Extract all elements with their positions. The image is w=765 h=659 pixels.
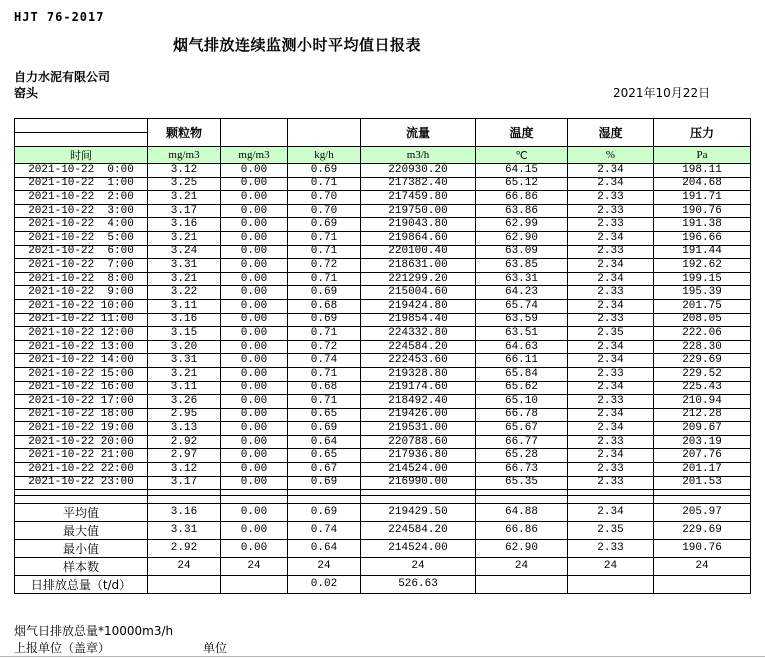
value-cell: 225.43 <box>654 381 751 395</box>
value-cell: 207.76 <box>654 449 751 463</box>
value-cell: 0.68 <box>288 299 361 313</box>
value-cell: 0.69 <box>288 286 361 300</box>
table-row <box>15 177 751 191</box>
value-cell: 199.15 <box>654 272 751 286</box>
value-cell: 63.59 <box>476 313 568 327</box>
table-row <box>15 259 751 273</box>
summary-value-cell: 24 <box>148 558 221 576</box>
page-title: 烟气排放连续监测小时平均值日报表 <box>173 36 422 54</box>
table-row <box>15 286 751 300</box>
value-cell: 65.62 <box>476 381 568 395</box>
value-cell: 0.00 <box>221 299 288 313</box>
value-cell: 0.00 <box>221 408 288 422</box>
value-cell: 0.69 <box>288 164 361 178</box>
value-cell: 195.39 <box>654 286 751 300</box>
value-cell: 2.33 <box>568 367 654 381</box>
time-cell: 2021-10-22 4:00 <box>15 218 148 232</box>
spacer-row <box>15 496 751 504</box>
summary-label: 平均值 <box>15 504 148 522</box>
value-cell: 0.72 <box>288 340 361 354</box>
value-cell: 65.35 <box>476 476 568 490</box>
summary-value-cell: 2.34 <box>568 504 654 522</box>
value-cell: 220930.20 <box>361 164 476 178</box>
column-header-blank-2 <box>288 119 361 147</box>
value-cell: 0.00 <box>221 245 288 259</box>
value-cell: 215004.60 <box>361 286 476 300</box>
value-cell: 219750.00 <box>361 204 476 218</box>
value-cell: 3.16 <box>148 313 221 327</box>
value-cell: 3.20 <box>148 340 221 354</box>
summary-value-cell: 24 <box>476 558 568 576</box>
value-cell: 0.71 <box>288 272 361 286</box>
table-row <box>15 395 751 409</box>
table-row <box>15 340 751 354</box>
summary-value-cell: 229.69 <box>654 522 751 540</box>
table-row <box>15 422 751 436</box>
time-cell: 2021-10-22 2:00 <box>15 191 148 205</box>
summary-value-cell: 3.16 <box>148 504 221 522</box>
standard-code: HJT 76-2017 <box>14 10 105 24</box>
time-cell: 2021-10-22 9:00 <box>15 286 148 300</box>
value-cell: 221299.20 <box>361 272 476 286</box>
table-row <box>15 476 751 490</box>
value-cell: 66.73 <box>476 463 568 477</box>
value-cell: 2.95 <box>148 408 221 422</box>
value-cell: 0.71 <box>288 177 361 191</box>
unit-cell: Pa <box>654 147 751 164</box>
value-cell: 0.00 <box>221 435 288 449</box>
value-cell: 63.51 <box>476 327 568 341</box>
table-row <box>15 327 751 341</box>
value-cell: 196.66 <box>654 231 751 245</box>
column-header-blank-1 <box>221 119 288 147</box>
value-cell: 2.34 <box>568 272 654 286</box>
value-cell: 219174.60 <box>361 381 476 395</box>
table-row <box>15 313 751 327</box>
value-cell: 0.00 <box>221 272 288 286</box>
summary-value-cell: 219429.50 <box>361 504 476 522</box>
value-cell: 217459.80 <box>361 191 476 205</box>
value-cell: 222.06 <box>654 327 751 341</box>
unit-cell: m3/h <box>361 147 476 164</box>
table-row <box>15 218 751 232</box>
value-cell: 2.33 <box>568 286 654 300</box>
summary-value-cell <box>654 576 751 594</box>
value-cell: 3.21 <box>148 367 221 381</box>
value-cell: 2.33 <box>568 204 654 218</box>
value-cell: 0.71 <box>288 245 361 259</box>
value-cell: 65.12 <box>476 177 568 191</box>
value-cell: 208.05 <box>654 313 751 327</box>
data-rows <box>15 164 751 490</box>
value-cell: 0.00 <box>221 354 288 368</box>
value-cell: 2.33 <box>568 435 654 449</box>
time-cell: 2021-10-22 19:00 <box>15 422 148 436</box>
time-cell: 2021-10-22 8:00 <box>15 272 148 286</box>
value-cell: 64.63 <box>476 340 568 354</box>
value-cell: 219864.60 <box>361 231 476 245</box>
time-cell: 2021-10-22 21:00 <box>15 449 148 463</box>
time-cell: 2021-10-22 11:00 <box>15 313 148 327</box>
time-cell: 2021-10-22 12:00 <box>15 327 148 341</box>
table-row <box>15 367 751 381</box>
table-row <box>15 191 751 205</box>
value-cell: 2.33 <box>568 191 654 205</box>
summary-value-cell: 224584.20 <box>361 522 476 540</box>
value-cell: 3.24 <box>148 245 221 259</box>
value-cell: 66.77 <box>476 435 568 449</box>
summary-label: 日排放总量（t/d） <box>15 576 148 594</box>
value-cell: 63.31 <box>476 272 568 286</box>
value-cell: 2.34 <box>568 381 654 395</box>
summary-value-cell: 0.69 <box>288 504 361 522</box>
value-cell: 0.70 <box>288 191 361 205</box>
summary-value-cell: 3.31 <box>148 522 221 540</box>
value-cell: 198.11 <box>654 164 751 178</box>
value-cell: 2.34 <box>568 231 654 245</box>
unit-cell: ℃ <box>476 147 568 164</box>
table-row <box>15 449 751 463</box>
value-cell: 0.72 <box>288 259 361 273</box>
report-unit-label: 上报单位（盖章） <box>14 641 111 655</box>
value-cell: 3.12 <box>148 164 221 178</box>
value-cell: 0.00 <box>221 231 288 245</box>
time-cell: 2021-10-22 6:00 <box>15 245 148 259</box>
report-table <box>14 118 751 594</box>
column-header-humidity: 湿度 <box>568 119 654 147</box>
value-cell: 63.85 <box>476 259 568 273</box>
value-cell: 0.71 <box>288 395 361 409</box>
value-cell: 0.00 <box>221 449 288 463</box>
value-cell: 0.00 <box>221 422 288 436</box>
value-cell: 0.69 <box>288 313 361 327</box>
value-cell: 65.74 <box>476 299 568 313</box>
time-cell: 2021-10-22 10:00 <box>15 299 148 313</box>
summary-value-cell: 0.00 <box>221 504 288 522</box>
column-header-temperature: 温度 <box>476 119 568 147</box>
value-cell: 0.00 <box>221 177 288 191</box>
value-cell: 201.17 <box>654 463 751 477</box>
value-cell: 66.11 <box>476 354 568 368</box>
value-cell: 0.68 <box>288 381 361 395</box>
summary-value-cell <box>221 576 288 594</box>
value-cell: 3.22 <box>148 286 221 300</box>
value-cell: 66.78 <box>476 408 568 422</box>
value-cell: 62.99 <box>476 218 568 232</box>
summary-value-cell: 24 <box>568 558 654 576</box>
summary-label: 样本数 <box>15 558 148 576</box>
value-cell: 214524.00 <box>361 463 476 477</box>
value-cell: 212.28 <box>654 408 751 422</box>
value-cell: 3.25 <box>148 177 221 191</box>
table-row <box>15 435 751 449</box>
time-cell: 2021-10-22 17:00 <box>15 395 148 409</box>
table-row <box>15 408 751 422</box>
value-cell: 2.33 <box>568 218 654 232</box>
summary-value-cell: 64.88 <box>476 504 568 522</box>
summary-value-cell: 0.00 <box>221 522 288 540</box>
value-cell: 0.00 <box>221 327 288 341</box>
time-cell: 2021-10-22 20:00 <box>15 435 148 449</box>
value-cell: 2.35 <box>568 327 654 341</box>
time-cell: 2021-10-22 1:00 <box>15 177 148 191</box>
footer-note: 烟气日排放总量*10000m3/h <box>14 624 174 638</box>
value-cell: 219426.00 <box>361 408 476 422</box>
summary-value-cell: 62.90 <box>476 540 568 558</box>
value-cell: 0.70 <box>288 204 361 218</box>
value-cell: 0.64 <box>288 435 361 449</box>
value-cell: 2.33 <box>568 395 654 409</box>
table-row <box>15 463 751 477</box>
summary-value-cell: 24 <box>654 558 751 576</box>
value-cell: 3.31 <box>148 354 221 368</box>
time-cell: 2021-10-22 18:00 <box>15 408 148 422</box>
time-cell: 2021-10-22 14:00 <box>15 354 148 368</box>
unit-label: 单位 <box>203 641 228 655</box>
value-cell: 224332.80 <box>361 327 476 341</box>
summary-value-cell: 0.64 <box>288 540 361 558</box>
summary-value-cell: 24 <box>361 558 476 576</box>
value-cell: 219854.40 <box>361 313 476 327</box>
value-cell: 192.62 <box>654 259 751 273</box>
value-cell: 220788.60 <box>361 435 476 449</box>
value-cell: 0.00 <box>221 286 288 300</box>
summary-value-cell: 0.00 <box>221 540 288 558</box>
summary-value-cell: 2.92 <box>148 540 221 558</box>
summary-value-cell <box>476 576 568 594</box>
value-cell: 3.21 <box>148 191 221 205</box>
value-cell: 219328.80 <box>361 367 476 381</box>
value-cell: 220100.40 <box>361 245 476 259</box>
value-cell: 2.34 <box>568 164 654 178</box>
value-cell: 0.00 <box>221 313 288 327</box>
summary-row <box>15 522 751 540</box>
spacer-rows <box>15 490 751 504</box>
value-cell: 65.28 <box>476 449 568 463</box>
value-cell: 0.69 <box>288 422 361 436</box>
value-cell: 222453.60 <box>361 354 476 368</box>
value-cell: 3.31 <box>148 259 221 273</box>
summary-value-cell: 0.74 <box>288 522 361 540</box>
summary-value-cell <box>148 576 221 594</box>
station-name: 窑头 <box>14 86 39 100</box>
value-cell: 210.94 <box>654 395 751 409</box>
value-cell: 65.10 <box>476 395 568 409</box>
value-cell: 0.00 <box>221 476 288 490</box>
value-cell: 2.33 <box>568 245 654 259</box>
summary-value-cell: 2.33 <box>568 540 654 558</box>
time-cell: 2021-10-22 0:00 <box>15 164 148 178</box>
value-cell: 0.00 <box>221 340 288 354</box>
time-cell: 2021-10-22 15:00 <box>15 367 148 381</box>
table-row <box>15 245 751 259</box>
column-header-flow: 流量 <box>361 119 476 147</box>
value-cell: 0.00 <box>221 191 288 205</box>
value-cell: 64.15 <box>476 164 568 178</box>
param-header-row-1 <box>15 119 751 133</box>
time-cell: 2021-10-22 7:00 <box>15 259 148 273</box>
table-row <box>15 164 751 178</box>
time-cell: 2021-10-22 5:00 <box>15 231 148 245</box>
value-cell: 0.71 <box>288 367 361 381</box>
table-row <box>15 381 751 395</box>
unit-header-row <box>15 147 751 164</box>
value-cell: 3.11 <box>148 381 221 395</box>
value-cell: 3.11 <box>148 299 221 313</box>
unit-cell: mg/m3 <box>148 147 221 164</box>
value-cell: 0.00 <box>221 259 288 273</box>
column-header-pressure: 压力 <box>654 119 751 147</box>
summary-value-cell: 24 <box>288 558 361 576</box>
time-cell: 2021-10-22 16:00 <box>15 381 148 395</box>
summary-value-cell: 190.76 <box>654 540 751 558</box>
value-cell: 3.15 <box>148 327 221 341</box>
value-cell: 224584.20 <box>361 340 476 354</box>
value-cell: 2.34 <box>568 259 654 273</box>
value-cell: 3.17 <box>148 476 221 490</box>
summary-row <box>15 504 751 522</box>
corner-cell-bottom <box>15 133 148 147</box>
value-cell: 0.71 <box>288 327 361 341</box>
value-cell: 62.90 <box>476 231 568 245</box>
value-cell: 2.92 <box>148 435 221 449</box>
value-cell: 3.16 <box>148 218 221 232</box>
value-cell: 219043.80 <box>361 218 476 232</box>
table-row <box>15 204 751 218</box>
value-cell: 0.71 <box>288 231 361 245</box>
value-cell: 217936.80 <box>361 449 476 463</box>
corner-cell-top <box>15 119 148 133</box>
value-cell: 2.34 <box>568 340 654 354</box>
value-cell: 218492.40 <box>361 395 476 409</box>
value-cell: 2.34 <box>568 449 654 463</box>
value-cell: 2.97 <box>148 449 221 463</box>
summary-row <box>15 540 751 558</box>
unit-cell: kg/h <box>288 147 361 164</box>
summary-value-cell: 526.63 <box>361 576 476 594</box>
time-column-header: 时间 <box>15 147 148 164</box>
value-cell: 2.33 <box>568 313 654 327</box>
time-cell: 2021-10-22 23:00 <box>15 476 148 490</box>
value-cell: 0.00 <box>221 463 288 477</box>
value-cell: 2.34 <box>568 422 654 436</box>
value-cell: 191.44 <box>654 245 751 259</box>
value-cell: 191.38 <box>654 218 751 232</box>
summary-value-cell: 2.35 <box>568 522 654 540</box>
value-cell: 204.68 <box>654 177 751 191</box>
value-cell: 3.21 <box>148 231 221 245</box>
value-cell: 2.34 <box>568 299 654 313</box>
value-cell: 0.00 <box>221 381 288 395</box>
time-cell: 2021-10-22 22:00 <box>15 463 148 477</box>
value-cell: 3.21 <box>148 272 221 286</box>
value-cell: 229.69 <box>654 354 751 368</box>
table-row <box>15 354 751 368</box>
value-cell: 65.84 <box>476 367 568 381</box>
value-cell: 217382.40 <box>361 177 476 191</box>
value-cell: 201.53 <box>654 476 751 490</box>
value-cell: 0.67 <box>288 463 361 477</box>
value-cell: 0.69 <box>288 218 361 232</box>
summary-row <box>15 576 751 594</box>
value-cell: 65.67 <box>476 422 568 436</box>
value-cell: 209.67 <box>654 422 751 436</box>
value-cell: 0.00 <box>221 395 288 409</box>
value-cell: 66.86 <box>476 191 568 205</box>
value-cell: 203.19 <box>654 435 751 449</box>
summary-value-cell: 205.97 <box>654 504 751 522</box>
value-cell: 218631.00 <box>361 259 476 273</box>
unit-cell: % <box>568 147 654 164</box>
bottom-divider <box>0 656 765 657</box>
value-cell: 228.30 <box>654 340 751 354</box>
value-cell: 0.69 <box>288 476 361 490</box>
value-cell: 190.76 <box>654 204 751 218</box>
summary-value-cell: 0.02 <box>288 576 361 594</box>
value-cell: 216990.00 <box>361 476 476 490</box>
summary-label: 最大值 <box>15 522 148 540</box>
value-cell: 64.23 <box>476 286 568 300</box>
value-cell: 63.09 <box>476 245 568 259</box>
summary-label: 最小值 <box>15 540 148 558</box>
value-cell: 2.33 <box>568 463 654 477</box>
summary-rows <box>15 504 751 594</box>
company-name: 自力水泥有限公司 <box>14 70 111 84</box>
summary-value-cell <box>568 576 654 594</box>
value-cell: 201.75 <box>654 299 751 313</box>
table-row <box>15 231 751 245</box>
table-row <box>15 299 751 313</box>
value-cell: 229.52 <box>654 367 751 381</box>
column-header-particulate: 颗粒物 <box>148 119 221 147</box>
value-cell: 2.34 <box>568 177 654 191</box>
table-row <box>15 272 751 286</box>
value-cell: 0.65 <box>288 449 361 463</box>
report-date: 2021年10月22日 <box>613 86 711 100</box>
unit-cell: mg/m3 <box>221 147 288 164</box>
value-cell: 2.34 <box>568 354 654 368</box>
value-cell: 3.13 <box>148 422 221 436</box>
value-cell: 191.71 <box>654 191 751 205</box>
value-cell: 2.33 <box>568 476 654 490</box>
value-cell: 3.26 <box>148 395 221 409</box>
time-cell: 2021-10-22 3:00 <box>15 204 148 218</box>
summary-value-cell: 66.86 <box>476 522 568 540</box>
value-cell: 219531.00 <box>361 422 476 436</box>
value-cell: 0.00 <box>221 367 288 381</box>
summary-row <box>15 558 751 576</box>
value-cell: 2.34 <box>568 408 654 422</box>
value-cell: 0.00 <box>221 164 288 178</box>
value-cell: 3.17 <box>148 204 221 218</box>
value-cell: 0.65 <box>288 408 361 422</box>
time-cell: 2021-10-22 13:00 <box>15 340 148 354</box>
value-cell: 0.74 <box>288 354 361 368</box>
summary-value-cell: 24 <box>221 558 288 576</box>
value-cell: 0.00 <box>221 204 288 218</box>
value-cell: 3.12 <box>148 463 221 477</box>
value-cell: 219424.80 <box>361 299 476 313</box>
value-cell: 0.00 <box>221 218 288 232</box>
summary-value-cell: 214524.00 <box>361 540 476 558</box>
value-cell: 63.86 <box>476 204 568 218</box>
